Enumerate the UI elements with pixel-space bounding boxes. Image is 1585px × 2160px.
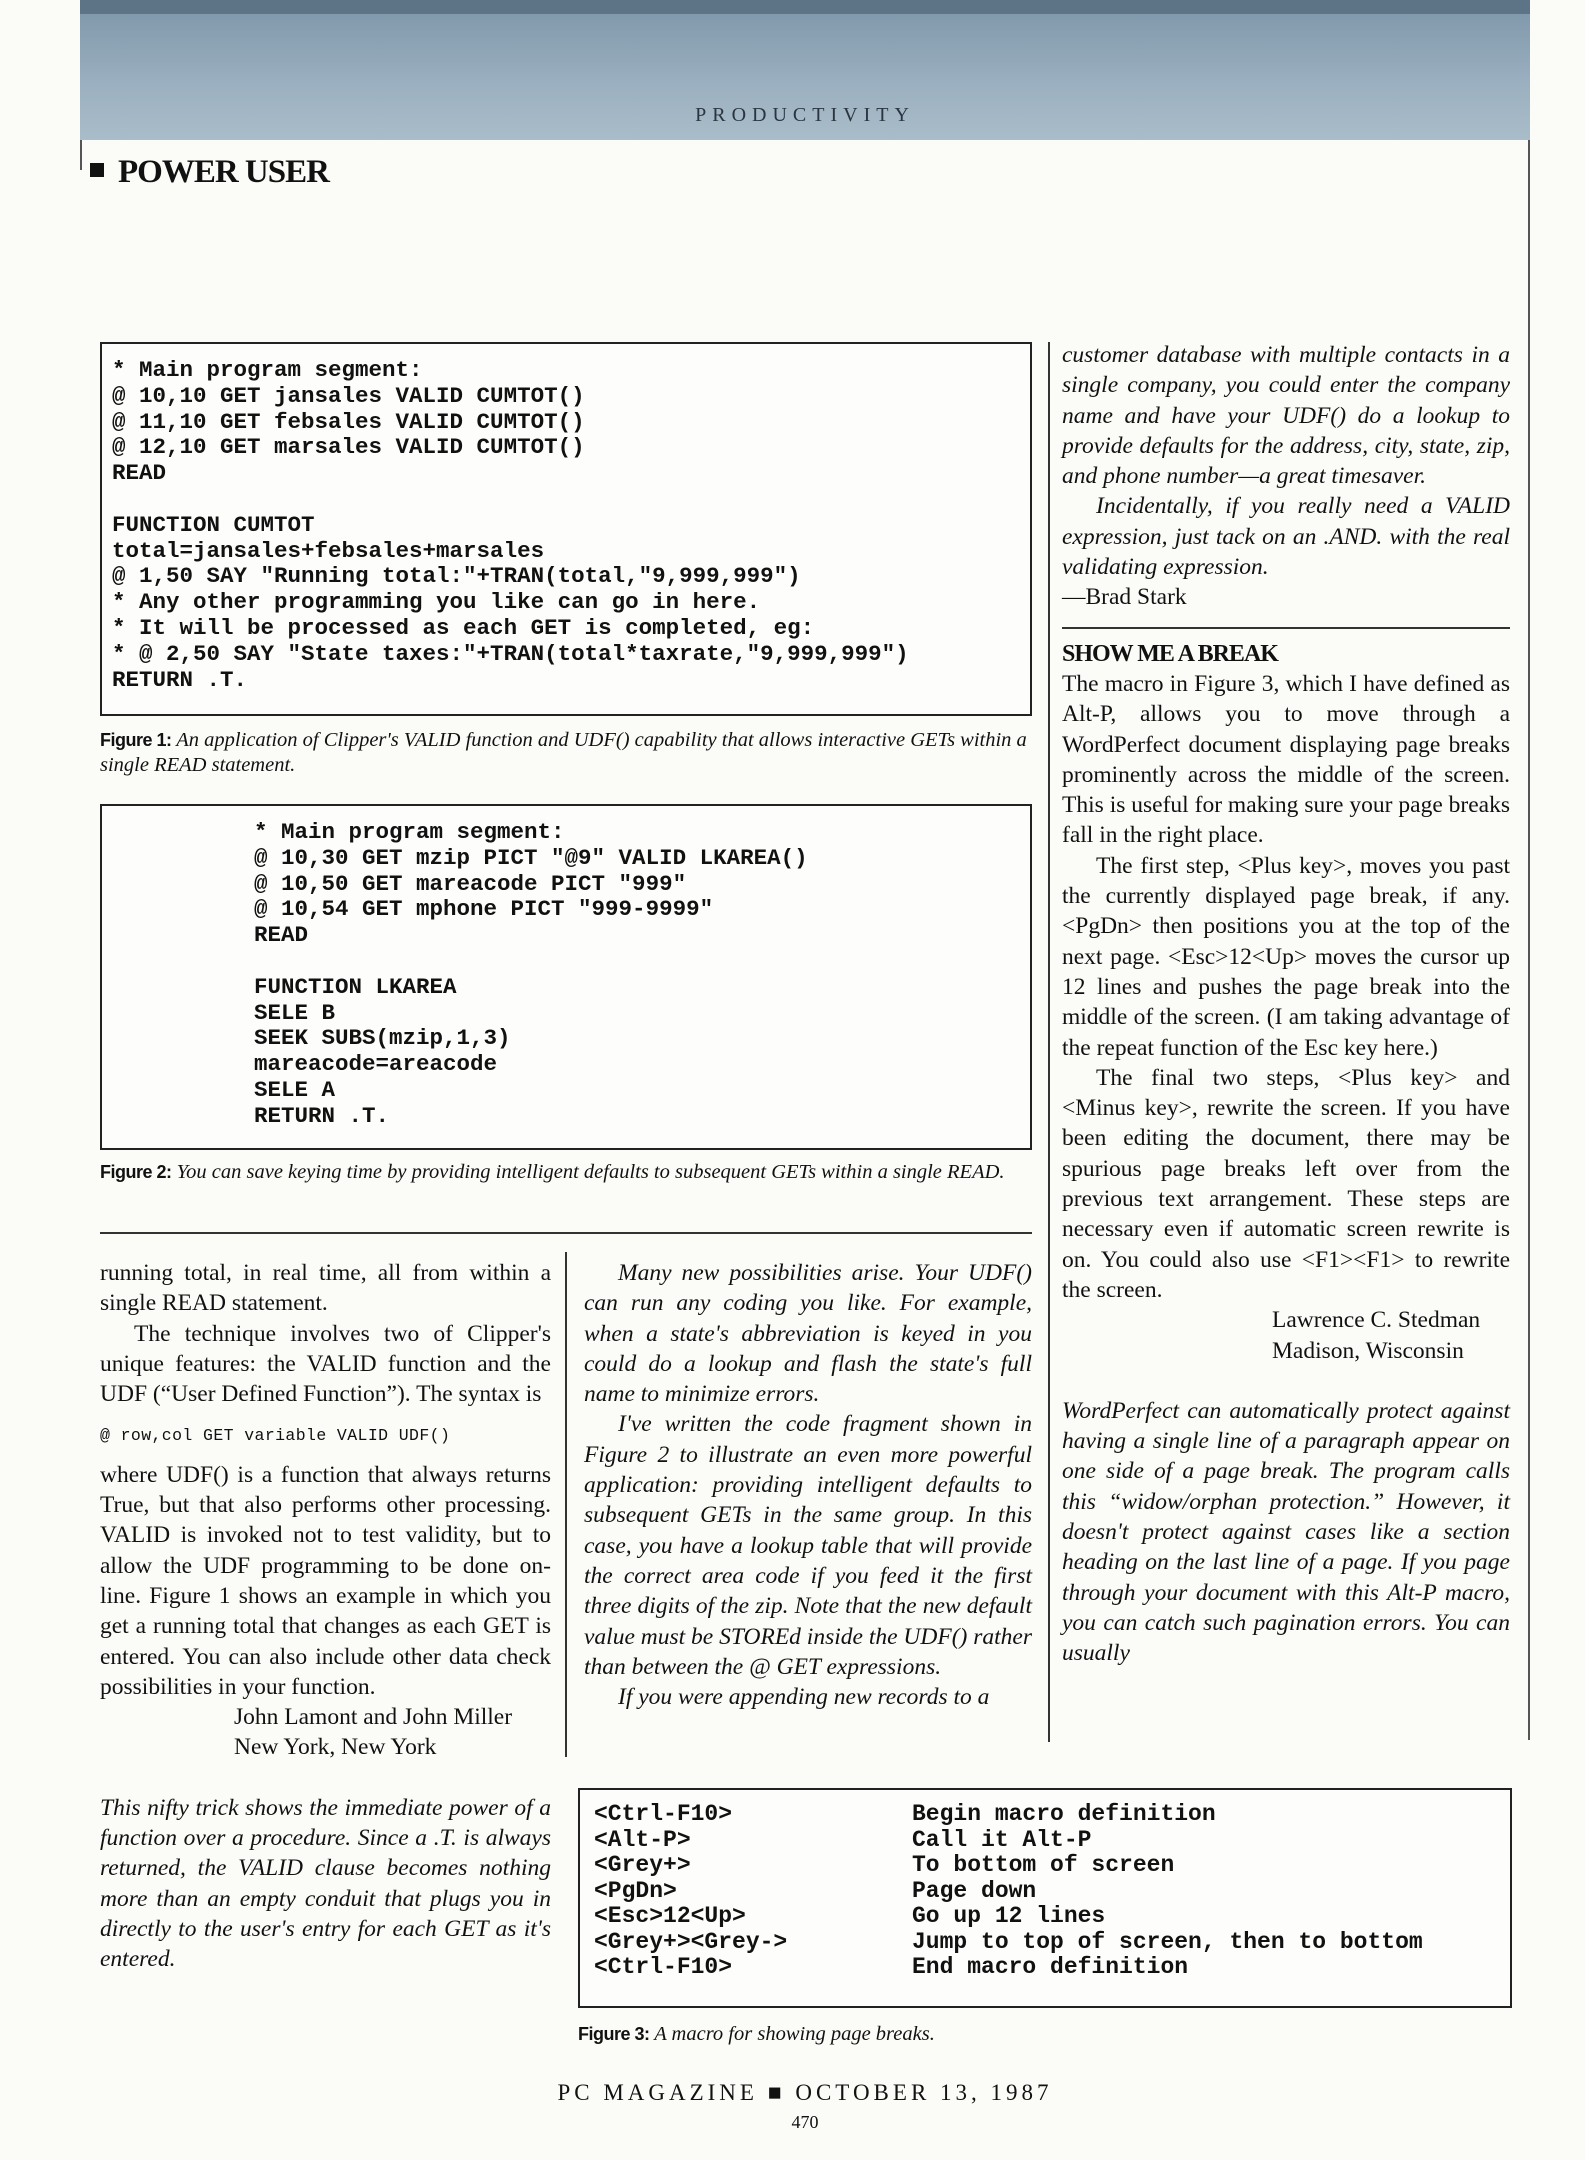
col1-editor-note: This nifty trick shows the immediate power of a function over a procedure. Since a .T. is always returned, the VALID clause becomes nothing more than an empty conduit that plugs you in directly to the user's entry for each GET as it's entered. xyxy=(100,1794,551,1973)
column-2 xyxy=(584,1258,1032,1712)
figure3-caption xyxy=(578,2022,1512,2047)
title-bullet-icon xyxy=(90,163,104,177)
figure1-label: Figure 1: xyxy=(100,730,172,750)
col2-paragraph-2: I've written the code fragment shown in Figure 2 to illustrate an even more powerful application: providing intelligent defaults to subsequent GETs in the same group. In this case, you have a lookup table that will provide the correct area code if you feed it the first three digits of the zip. Note that the new default value must be STOREd inside the UDF() rather than between the @ GET expressions. xyxy=(584,1411,1032,1680)
col2-paragraph-3: If you were appending new records to a xyxy=(618,1684,990,1711)
figure3-keys: <Ctrl-F10> <Alt-P> <Grey+> <PgDn> <Esc>12<Up> <Grey+><Grey-> <Ctrl-F10> xyxy=(594,1801,788,1980)
col3-paragraph-1: customer database with multiple contacts in a single company, you could enter the company name and have your UDF() do a lookup to provide defaults for the address, city, state, zip, and phone number—a great timesaver. xyxy=(1062,342,1510,490)
col3-editor-note: WordPerfect can automatically protect against having a single line of a paragraph appear on one side of a page break. The program calls this “widow/orphan protection.” However, it doesn't protect against cases like a section heading on the last line of a page. If you page through your document with this Alt-P macro, you can catch such pagination errors. You can usually xyxy=(1062,1397,1510,1667)
figure2-code: * Main program segment: @ 10,30 GET mzip PICT "@9" VALID LKAREA() @ 10,50 GET mareacode PICT "999" @ 10,54 GET mphone PICT "999-9999" READ FUNCTION LKAREA SELE B SEEK SUBS(mzip,1,3) mareacode=areacode SELE A RETURN .T. xyxy=(254,819,808,1129)
figure1-caption xyxy=(100,728,1032,778)
syntax-line: @ row,col GET variable VALID UDF() xyxy=(100,1426,451,1446)
figure1-box xyxy=(100,342,1032,716)
footer-masthead: PC MAGAZINE ■ OCTOBER 13, 1987 xyxy=(557,2080,1053,2105)
col3-signature-name: Lawrence C. Stedman xyxy=(1272,1307,1481,1334)
right-page-rule xyxy=(1528,140,1530,1740)
figure2-caption-text: You can save keying time by providing intelligent defaults to subsequent GETs within a single READ. xyxy=(176,1161,1005,1183)
header-banner-shade xyxy=(80,0,1530,14)
col3-subhead: SHOW ME A BREAK xyxy=(1062,640,1278,667)
col3-section-rule xyxy=(1062,627,1510,629)
figure2-box xyxy=(100,804,1032,1150)
col3-signature-brad: —Brad Stark xyxy=(1062,584,1187,611)
figure3-box xyxy=(578,1788,1512,2008)
column-title xyxy=(90,154,329,191)
col1-paragraph-2: The technique involves two of Clipper's unique features: the VALID function and the UDF (“User Defined Function”). The syntax is xyxy=(100,1320,551,1408)
col1-paragraph-1: running total, in real time, all from within a single READ statement. xyxy=(100,1260,551,1317)
col1-paragraph-3: where UDF() is a function that always returns True, but that also performs other processing. VALID is invoked not to test validity, but to allow the UDF programming to be done on-line. Figure 1 shows an example in which you get a running total that changes as each GET is entered. You can also include other data check possibilities in your function. xyxy=(100,1461,551,1700)
figure3-label: Figure 3: xyxy=(578,2024,650,2044)
col3-paragraph-4: The first step, <Plus key>, moves you past the currently displayed page break, if any. <PgDn> then positions you at the top of the next page. <Esc>12<Up> moves the cursor up 12 lines and pushes the page break into the middle of the screen. (I am taking advantage of the repeat function of the Esc key here.) xyxy=(1062,852,1510,1061)
col2-paragraph-1: Many new possibilities arise. Your UDF() can run any coding you like. For example, when a state's abbreviation is keyed in you could do a lookup and flash the state's full name to minimize errors. xyxy=(584,1260,1032,1408)
figures-bottom-rule xyxy=(100,1232,1032,1234)
column-3 xyxy=(1062,340,1510,1668)
col3-paragraph-3: The macro in Figure 3, which I have defined as Alt-P, allows you to move through a WordPerfect document displaying page breaks prominently across the middle of the screen. This is useful for making sure your page breaks fall in the right place. xyxy=(1062,670,1510,849)
col3-paragraph-5: The final two steps, <Plus key> and <Minus key>, rewrite the screen. If you have been editing the document, there may be spurious page breaks left over from the previous text arrangement. These steps are necessary even if automatic screen rewrite is on. You could also use <F1><F1> to rewrite the screen. xyxy=(1062,1064,1510,1303)
column-divider-1 xyxy=(565,1252,567,1757)
col1-signature-place: New York, New York xyxy=(234,1734,437,1761)
figure3-descriptions: Begin macro definition Call it Alt-P To bottom of screen Page down Go up 12 lines Jump to top of screen, then to bottom End macro definition xyxy=(912,1801,1423,1980)
figure1-code: * Main program segment: @ 10,10 GET jansales VALID CUMTOT() @ 11,10 GET febsales VALID CUMTOT() @ 12,10 GET marsales VALID CUMTOT() READ FUNCTION CUMTOT total=jansales+febsales+marsales @ 1,50 SAY "Running total:"+TRAN(total,"9,999,999") * Any other programming you like can go in here. * It will be processed as each GET is completed, eg: * @ 2,50 SAY "State taxes:"+TRAN(total*taxrate,"9,999,999") RETURN .T. xyxy=(112,357,909,693)
column-divider-2 xyxy=(1048,342,1050,1742)
col3-paragraph-2: Incidentally, if you really need a VALID expression, just tack on an .AND. with the real validating expression. xyxy=(1062,493,1510,581)
column-1 xyxy=(100,1258,551,1975)
section-label: PRODUCTIVITY xyxy=(695,104,915,126)
col3-signature-place: Madison, Wisconsin xyxy=(1272,1337,1464,1364)
col1-signature-name: John Lamont and John Miller xyxy=(234,1704,513,1731)
figure2-label: Figure 2: xyxy=(100,1162,172,1182)
left-page-rule xyxy=(80,140,82,170)
column-title-text: POWER USER xyxy=(118,154,329,190)
page-number: 470 xyxy=(791,2112,819,2132)
figure1-caption-text: An application of Clipper's VALID function and UDF() capability that allows interactive GETs within a single READ statement. xyxy=(100,729,1027,776)
figure3-caption-text: A macro for showing page breaks. xyxy=(654,2023,935,2045)
figure2-caption xyxy=(100,1160,1032,1185)
